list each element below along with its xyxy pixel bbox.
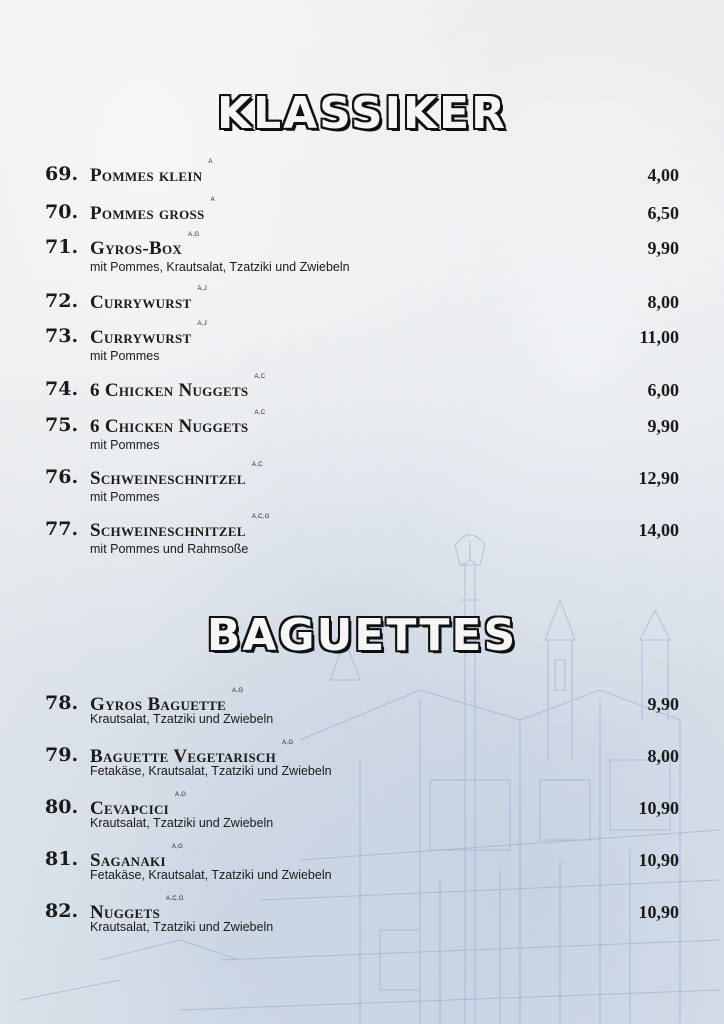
section-title-baguettes: BAGUETTES bbox=[206, 610, 518, 661]
item-description: Krautsalat, Tzatziki und Zwiebeln bbox=[90, 712, 274, 726]
item-price: 10,90 bbox=[638, 902, 679, 922]
item-description: mit Pommes, Krautsalat, Tzatziki und Zwiebeln bbox=[90, 260, 350, 274]
item-price: 14,00 bbox=[638, 520, 679, 540]
item-name: Currywurst$^{A,J}$ bbox=[90, 286, 208, 313]
item-number: 78. bbox=[45, 692, 79, 714]
item-name: Gyros-Box$^{A,G}$ bbox=[90, 232, 200, 259]
allergen-code: A,G bbox=[282, 740, 294, 746]
item-price: 8,00 bbox=[647, 746, 679, 766]
item-number: 80. bbox=[45, 796, 79, 818]
item-number: 76. bbox=[45, 466, 79, 488]
item-number: 73. bbox=[45, 325, 79, 347]
allergen-code: A,J bbox=[197, 321, 208, 327]
item-description: Krautsalat, Tzatziki und Zwiebeln bbox=[90, 816, 274, 830]
item-name: Gyros Baguette$^{A,G}$ bbox=[90, 688, 244, 715]
allergen-code: A,G bbox=[188, 232, 200, 238]
item-name: Currywurst$^{A,J}$ bbox=[90, 321, 208, 348]
section-title-klassiker: KLASSIKER bbox=[217, 88, 507, 139]
item-name: Schweineschnitzel$^{A,C}$ bbox=[90, 462, 263, 489]
item-description: Fetakäse, Krautsalat, Tzatziki und Zwiebeln bbox=[90, 868, 332, 882]
item-number: 70. bbox=[45, 201, 79, 223]
item-name: Nuggets$^{A,C,G}$ bbox=[90, 896, 184, 923]
item-number: 72. bbox=[45, 290, 79, 312]
allergen-code: A,C,G bbox=[251, 514, 270, 520]
item-price: 8,00 bbox=[647, 292, 679, 312]
item-number: 79. bbox=[45, 744, 79, 766]
item-price: 4,00 bbox=[647, 165, 679, 185]
item-name: Baguette Vegetarisch$^{A,G}$ bbox=[90, 740, 294, 767]
item-description: mit Pommes bbox=[90, 349, 160, 363]
item-name: 6 Chicken Nuggets$^{A,C}$ bbox=[90, 374, 266, 401]
allergen-code: A,G bbox=[232, 688, 244, 694]
allergen-code: A,G bbox=[171, 844, 184, 850]
allergen-code: A,C bbox=[254, 374, 266, 380]
item-price: 6,00 bbox=[647, 380, 679, 400]
item-price: 10,90 bbox=[638, 850, 679, 870]
allergen-code: A,J bbox=[197, 286, 208, 292]
item-price: 10,90 bbox=[638, 798, 679, 818]
item-price: 6,50 bbox=[647, 203, 679, 223]
item-name: Cevapcici$^{A,G}$ bbox=[90, 792, 187, 819]
allergen-code: A,C,G bbox=[166, 896, 184, 902]
allergen-code: A bbox=[210, 197, 215, 203]
item-price: 9,90 bbox=[647, 238, 679, 258]
item-number: 81. bbox=[45, 848, 79, 870]
item-number: 82. bbox=[45, 900, 79, 922]
item-description: Krautsalat, Tzatziki und Zwiebeln bbox=[90, 920, 274, 934]
allergen-code: A,C bbox=[251, 462, 263, 468]
item-number: 71. bbox=[45, 236, 79, 258]
item-price: 12,90 bbox=[638, 468, 679, 488]
item-name: 6 Chicken Nuggets$^{A,C}$ bbox=[90, 410, 266, 437]
item-name: Schweineschnitzel$^{A,C,G}$ bbox=[90, 514, 270, 541]
item-description: mit Pommes bbox=[90, 438, 160, 452]
item-name: Pommes gross$^A$ bbox=[90, 197, 215, 224]
item-price: 9,90 bbox=[647, 694, 679, 714]
item-description: Fetakäse, Krautsalat, Tzatziki und Zwiebeln bbox=[90, 764, 332, 778]
item-description: mit Pommes und Rahmsoße bbox=[90, 542, 249, 556]
item-price: 11,00 bbox=[639, 327, 679, 347]
item-price: 9,90 bbox=[647, 416, 679, 436]
allergen-code: A,G bbox=[175, 792, 187, 798]
item-description: mit Pommes bbox=[90, 490, 160, 504]
allergen-code: A bbox=[208, 159, 213, 165]
item-number: 69. bbox=[45, 163, 79, 185]
item-number: 74. bbox=[45, 378, 79, 400]
allergen-code: A,C bbox=[254, 410, 266, 416]
item-name: Pommes klein$^A$ bbox=[90, 159, 213, 186]
item-number: 77. bbox=[45, 518, 79, 540]
item-name: Saganaki$^{A,G}$ bbox=[90, 844, 184, 871]
item-number: 75. bbox=[45, 414, 79, 436]
